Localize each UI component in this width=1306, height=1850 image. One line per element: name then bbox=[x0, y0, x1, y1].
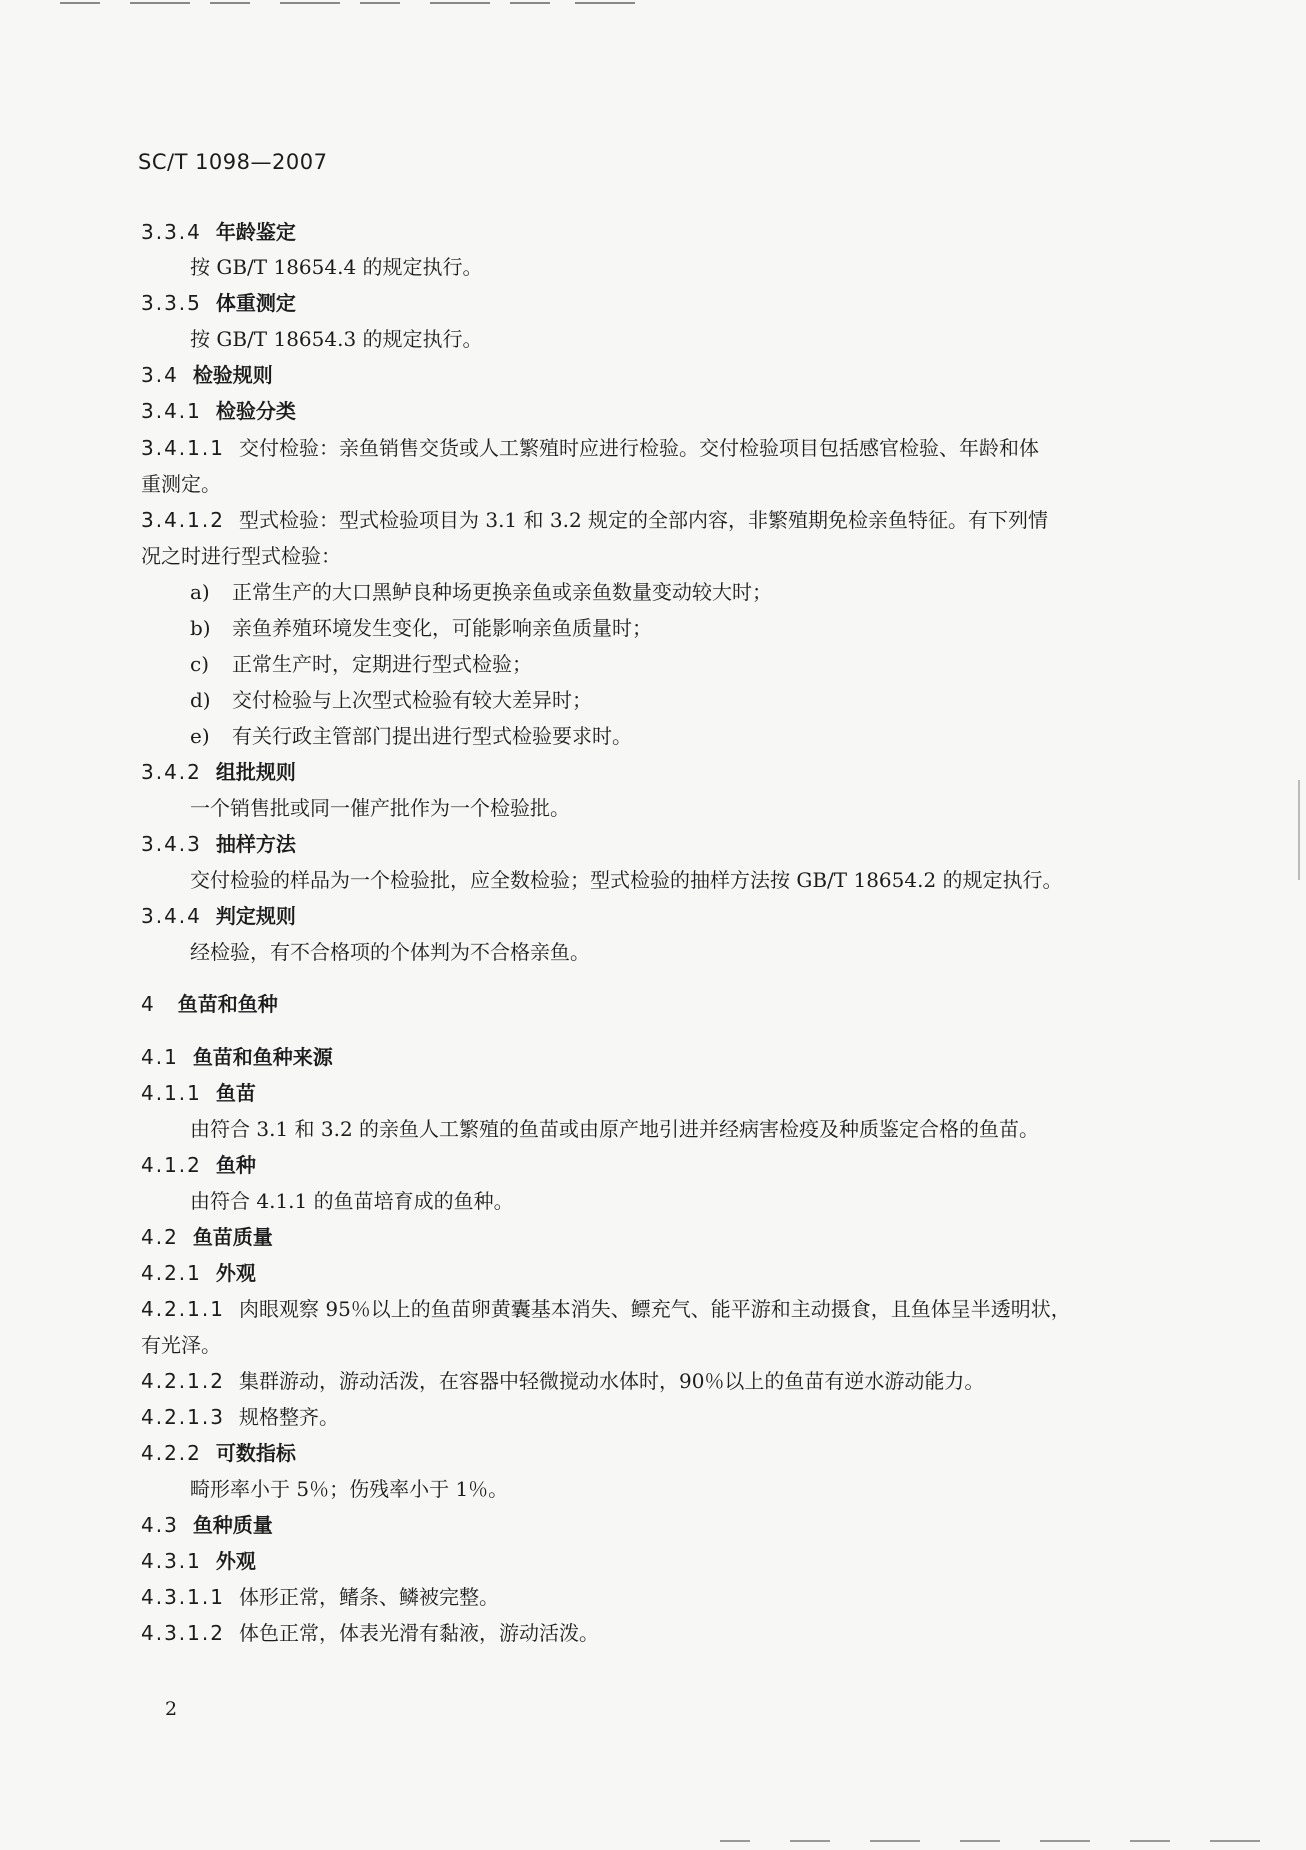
section-title: 外观 bbox=[215, 1261, 256, 1285]
chapter-heading bbox=[141, 990, 278, 1018]
paragraph: 畸形率小于 5％；伤残率小于 1％。 bbox=[190, 1477, 509, 1501]
list-item bbox=[190, 614, 652, 642]
paragraph: 经检验，有不合格项的个体判为不合格亲鱼。 bbox=[190, 940, 590, 964]
section-number: 4.1.1 bbox=[141, 1081, 202, 1105]
section-heading bbox=[141, 1223, 273, 1251]
section-title: 鱼种质量 bbox=[192, 1513, 273, 1537]
section-number: 4.2.2 bbox=[141, 1441, 202, 1465]
section-heading bbox=[141, 1043, 333, 1071]
section-title: 可数指标 bbox=[215, 1441, 296, 1465]
clause bbox=[141, 1403, 339, 1431]
section-number: 3.4.1 bbox=[141, 399, 202, 423]
section-heading bbox=[141, 1511, 273, 1539]
clause-number: 4.3.1.1 bbox=[141, 1585, 225, 1609]
section-number: 3.4.3 bbox=[141, 832, 202, 856]
list-marker: d) bbox=[190, 688, 211, 712]
clause-text: 交付检验：亲鱼销售交货或人工繁殖时应进行检验。交付检验项目包括感官检验、年龄和体 bbox=[238, 436, 1039, 460]
list-item bbox=[190, 722, 632, 750]
section-number: 4.1.2 bbox=[141, 1153, 202, 1177]
list-marker: c) bbox=[190, 652, 210, 676]
clause-number: 4.2.1.2 bbox=[141, 1369, 225, 1393]
list-item bbox=[190, 650, 532, 678]
clause-continuation: 重测定。 bbox=[141, 472, 221, 496]
section-heading bbox=[141, 397, 296, 425]
clause-number: 3.4.1.2 bbox=[141, 508, 225, 532]
section-number: 4.3.1 bbox=[141, 1549, 202, 1573]
section-heading bbox=[141, 1151, 256, 1179]
list-item-text: 正常生产的大口黑鲈良种场更换亲鱼或亲鱼数量变动较大时； bbox=[232, 580, 772, 604]
section-heading bbox=[141, 1259, 256, 1287]
list-item-text: 亲鱼养殖环境发生变化，可能影响亲鱼质量时； bbox=[232, 616, 652, 640]
section-heading bbox=[141, 361, 273, 389]
scan-top-border bbox=[60, 2, 700, 8]
section-title: 鱼苗 bbox=[215, 1081, 256, 1105]
paragraph: 按 GB/T 18654.4 的规定执行。 bbox=[190, 255, 483, 279]
page-number: 2 bbox=[165, 1698, 178, 1720]
section-heading bbox=[141, 289, 296, 317]
section-title: 年龄鉴定 bbox=[215, 220, 296, 244]
section-heading bbox=[141, 1079, 256, 1107]
clause bbox=[141, 1367, 984, 1395]
paragraph: 由符合 3.1 和 3.2 的亲鱼人工繁殖的鱼苗或由原产地引进并经病害检疫及种质鉴定合格的鱼苗。 bbox=[190, 1117, 1040, 1141]
scan-edge-mark bbox=[1298, 780, 1300, 880]
clause bbox=[141, 1619, 599, 1647]
clause-number: 4.3.1.2 bbox=[141, 1621, 225, 1645]
section-number: 3.3.4 bbox=[141, 220, 202, 244]
section-title: 鱼种 bbox=[215, 1153, 256, 1177]
paragraph: 由符合 4.1.1 的鱼苗培育成的鱼种。 bbox=[190, 1189, 514, 1213]
list-marker: a) bbox=[190, 580, 210, 604]
list-item-text: 交付检验与上次型式检验有较大差异时； bbox=[232, 688, 592, 712]
section-title: 检验分类 bbox=[215, 399, 296, 423]
section-title: 组批规则 bbox=[215, 760, 296, 784]
section-number: 4.3 bbox=[141, 1513, 179, 1537]
section-title: 鱼苗和鱼种来源 bbox=[192, 1045, 333, 1069]
section-number: 3.3.5 bbox=[141, 291, 202, 315]
scan-bottom-border bbox=[720, 1840, 1280, 1844]
section-number: 3.4.4 bbox=[141, 904, 202, 928]
clause bbox=[141, 1295, 1071, 1323]
chapter-number: 4 bbox=[141, 992, 156, 1016]
section-title: 判定规则 bbox=[215, 904, 296, 928]
section-title: 体重测定 bbox=[215, 291, 296, 315]
section-title: 鱼苗质量 bbox=[192, 1225, 273, 1249]
section-heading bbox=[141, 1547, 256, 1575]
section-number: 3.4.2 bbox=[141, 760, 202, 784]
clause bbox=[141, 434, 1039, 462]
clause bbox=[141, 1583, 499, 1611]
document-code: SC/T 1098—2007 bbox=[138, 150, 328, 174]
list-marker: e) bbox=[190, 724, 210, 748]
section-heading bbox=[141, 1439, 296, 1467]
list-item-text: 有关行政主管部门提出进行型式检验要求时。 bbox=[232, 724, 632, 748]
list-item bbox=[190, 686, 592, 714]
clause-text: 体形正常，鳍条、鳞被完整。 bbox=[238, 1585, 499, 1609]
section-number: 4.2 bbox=[141, 1225, 179, 1249]
clause-text: 型式检验：型式检验项目为 3.1 和 3.2 规定的全部内容，非繁殖期免检亲鱼特征。有下列情 bbox=[238, 508, 1049, 532]
list-item-text: 正常生产时，定期进行型式检验； bbox=[232, 652, 532, 676]
section-heading bbox=[141, 758, 296, 786]
clause bbox=[141, 506, 1048, 534]
clause-continuation: 况之时进行型式检验： bbox=[141, 544, 341, 568]
section-number: 4.2.1 bbox=[141, 1261, 202, 1285]
paragraph: 一个销售批或同一催产批作为一个检验批。 bbox=[190, 796, 570, 820]
list-marker: b) bbox=[190, 616, 211, 640]
clause-number: 4.2.1.1 bbox=[141, 1297, 225, 1321]
clause-text: 集群游动，游动活泼，在容器中轻微搅动水体时，90％以上的鱼苗有逆水游动能力。 bbox=[238, 1369, 985, 1393]
section-heading bbox=[141, 902, 296, 930]
section-title: 抽样方法 bbox=[215, 832, 296, 856]
section-title: 检验规则 bbox=[192, 363, 273, 387]
clause-text: 肉眼观察 95％以上的鱼苗卵黄囊基本消失、鳔充气、能平游和主动摄食，且鱼体呈半透明状， bbox=[238, 1297, 1071, 1321]
paragraph: 交付检验的样品为一个检验批，应全数检验；型式检验的抽样方法按 GB/T 18654.2 的规定执行。 bbox=[190, 868, 1063, 892]
paragraph: 按 GB/T 18654.3 的规定执行。 bbox=[190, 327, 483, 351]
section-number: 3.4 bbox=[141, 363, 179, 387]
list-item bbox=[190, 578, 772, 606]
chapter-title: 鱼苗和鱼种 bbox=[177, 992, 278, 1016]
section-heading bbox=[141, 218, 296, 246]
clause-continuation: 有光泽。 bbox=[141, 1333, 221, 1357]
clause-number: 3.4.1.1 bbox=[141, 436, 225, 460]
clause-text: 体色正常，体表光滑有黏液，游动活泼。 bbox=[238, 1621, 599, 1645]
section-heading bbox=[141, 830, 296, 858]
section-number: 4.1 bbox=[141, 1045, 179, 1069]
clause-number: 4.2.1.3 bbox=[141, 1405, 225, 1429]
section-title: 外观 bbox=[215, 1549, 256, 1573]
clause-text: 规格整齐。 bbox=[238, 1405, 339, 1429]
